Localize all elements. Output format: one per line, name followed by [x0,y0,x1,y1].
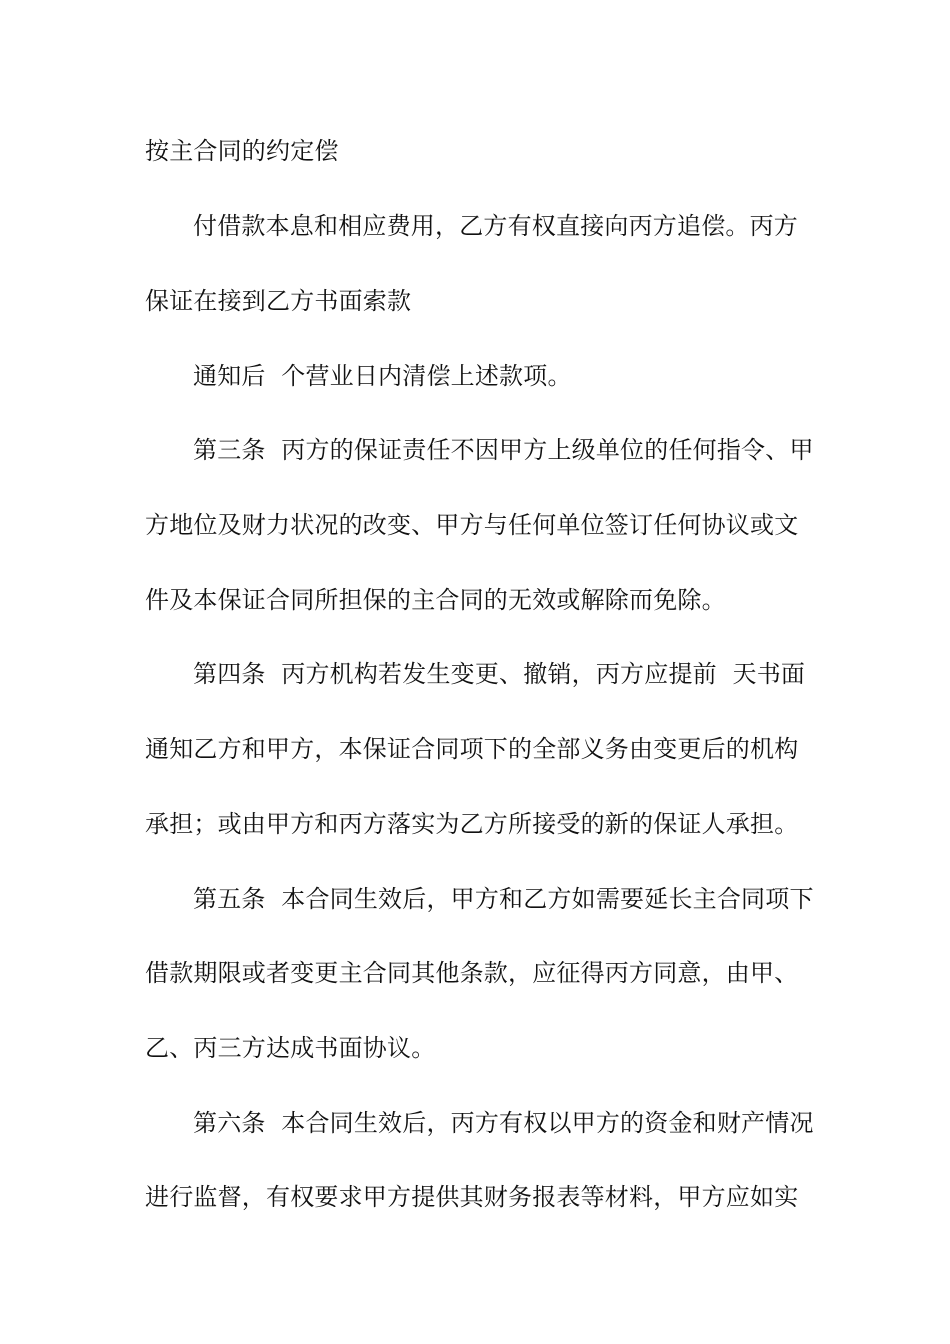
text-line: 付借款本息和相应费用，乙方有权直接向丙方追偿。丙方 [193,212,798,240]
text-line: 保证在接到乙方书面索款 [145,287,412,315]
article-5-heading-line: 第五条 本合同生效后，甲方和乙方如需要延长主合同项下 [193,885,814,913]
text-line: 按主合同的约定偿 [145,137,339,165]
text-line: 通知后 个营业日内清偿上述款项。 [193,362,572,390]
text-line: 通知乙方和甲方，本保证合同项下的全部义务由变更后的机构 [145,735,799,763]
article-4-heading-line: 第四条 丙方机构若发生变更、撤销，丙方应提前 天书面 [193,660,806,688]
article-3-heading-line: 第三条 丙方的保证责任不因甲方上级单位的任何指令、甲 [193,436,814,464]
text-line: 件及本保证合同所担保的主合同的无效或解除而免除。 [145,586,726,614]
text-line: 方地位及财力状况的改变、甲方与任何单位签订任何协议或文 [145,511,799,539]
text-line: 进行监督，有权要求甲方提供其财务报表等材料，甲方应如实 [145,1183,799,1211]
text-line: 乙、丙三方达成书面协议。 [145,1034,436,1062]
text-line: 借款期限或者变更主合同其他条款，应征得丙方同意，由甲、 [145,959,799,987]
text-line: 承担；或由甲方和丙方落实为乙方所接受的新的保证人承担。 [145,810,799,838]
article-6-heading-line: 第六条 本合同生效后，丙方有权以甲方的资金和财产情况 [193,1109,814,1137]
